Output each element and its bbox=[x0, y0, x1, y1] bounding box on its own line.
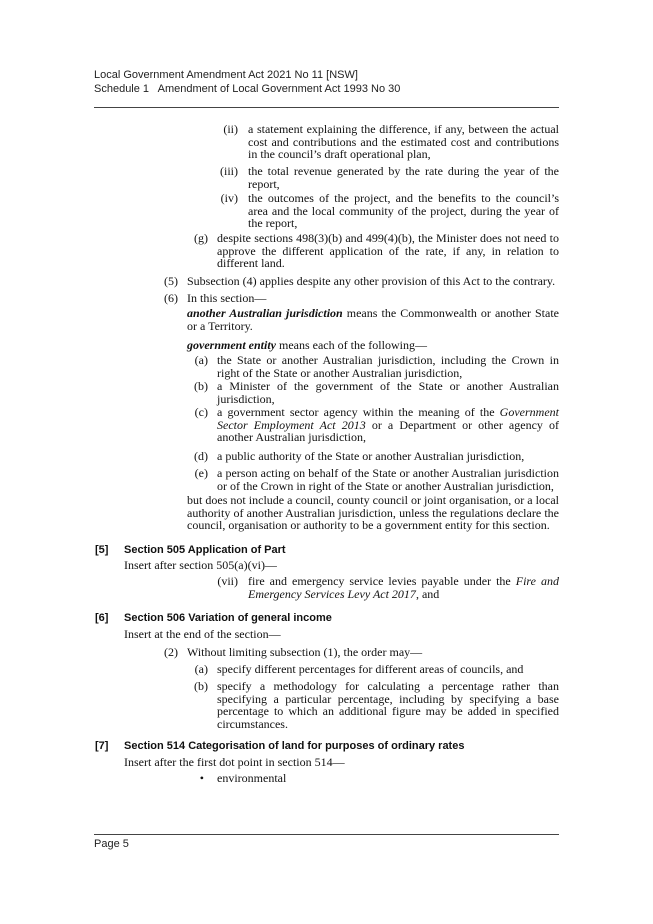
text-run: Insert after section 505(a)(vi)— bbox=[124, 558, 277, 572]
text-run: means each of the following— bbox=[276, 338, 427, 352]
text-run: Without limiting subsection (1), the order may— bbox=[187, 645, 423, 659]
text-run: specify a methodology for calculating a percentage rather than specifying a particular percentage, including by specifying a base percentage to which an additional figure may be added in specified circumstances. bbox=[217, 679, 559, 731]
provision-text bbox=[217, 450, 559, 463]
provision-text bbox=[187, 646, 559, 659]
provision-label: (2) bbox=[164, 645, 178, 659]
text-run: a public authority of the State or another Australian jurisdiction, bbox=[217, 449, 525, 463]
provision-label: (b) bbox=[194, 379, 208, 393]
heading-number: [5] bbox=[95, 544, 109, 556]
text-run: In this section— bbox=[187, 291, 267, 305]
provision-text bbox=[124, 756, 559, 769]
page-number: Page 5 bbox=[94, 838, 129, 850]
text-run: a person acting on behalf of the State or another Australian jurisdiction or of the Crown in right of the State or another Australian jurisdiction, bbox=[217, 466, 559, 493]
heading-title: Section 514 Categorisation of land for purposes of ordinary rates bbox=[124, 740, 465, 752]
text-run: or a Department or other agency of another Australian jurisdiction, bbox=[217, 417, 559, 445]
text-run: , and bbox=[415, 586, 440, 601]
provision-label: (g) bbox=[194, 231, 208, 245]
heading-number: [7] bbox=[95, 740, 109, 752]
provision-label: (a) bbox=[194, 662, 208, 676]
text-run: Insert after the first dot point in section 514— bbox=[124, 755, 345, 769]
provision-text bbox=[217, 406, 559, 444]
footer-rule bbox=[94, 834, 559, 835]
running-header-title: Local Government Amendment Act 2021 No 11 [NSW] bbox=[94, 69, 358, 81]
provision-label: (c) bbox=[194, 405, 208, 419]
provision-text bbox=[217, 380, 559, 405]
provision-text bbox=[124, 628, 559, 641]
text-run: a Minister of the government of the State or another Australian jurisdiction, bbox=[217, 379, 559, 406]
text-run: the outcomes of the project, and the benefits to the council’s area and the local community of the project, during the year of the report, bbox=[248, 191, 559, 231]
provision-label: (iii) bbox=[220, 164, 238, 178]
provision-text bbox=[217, 772, 559, 785]
act-title: Government Sector Employment Act 2013 bbox=[217, 405, 559, 432]
text-run: environmental bbox=[217, 771, 287, 785]
provision-text bbox=[187, 307, 559, 332]
provision-text bbox=[217, 354, 559, 379]
provision-text bbox=[248, 192, 559, 230]
provision-label: (e) bbox=[194, 466, 208, 480]
provision-label: (5) bbox=[164, 274, 178, 288]
provision-label: (a) bbox=[194, 353, 208, 367]
text-run: a statement explaining the difference, if any, between the actual cost and contributions and the estimated cost and contributions in the council’s draft operational plan, bbox=[248, 122, 559, 162]
text-run: despite sections 498(3)(b) and 499(4)(b), the Minister does not need to approve the different application of the rate, if any, in relation to different land. bbox=[217, 231, 559, 271]
act-title: Fire and Emergency Services Levy Act 2017 bbox=[248, 574, 559, 601]
text-run: but does not include a council, county council or joint organisation, or a local authority of another Australian jurisdiction, unless the regulations declare the council, organisation or authority to be a government entity for this section. bbox=[187, 493, 559, 533]
bullet-icon: • bbox=[199, 771, 204, 785]
text-run: the State or another Australian jurisdiction, including the Crown in right of the State or another Australian jurisdiction, bbox=[217, 353, 559, 380]
defined-term: government entity bbox=[187, 338, 276, 352]
provision-text bbox=[248, 123, 559, 161]
provision-text bbox=[187, 275, 559, 288]
defined-term: another Australian jurisdiction bbox=[187, 306, 343, 320]
heading-title: Section 505 Application of Part bbox=[124, 544, 286, 556]
header-rule bbox=[94, 107, 559, 108]
provision-label: (iv) bbox=[220, 191, 238, 205]
provision-text bbox=[217, 232, 559, 270]
text-run: a government sector agency within the meaning of the bbox=[217, 405, 500, 419]
provision-text bbox=[124, 559, 559, 572]
provision-text bbox=[187, 339, 559, 352]
text-run: Insert at the end of the section— bbox=[124, 627, 281, 641]
provision-text bbox=[248, 575, 559, 600]
provision-text bbox=[217, 467, 559, 492]
text-run: means the Commonwealth or another State or a Territory. bbox=[187, 306, 559, 333]
text-run: fire and emergency service levies payable under the bbox=[248, 574, 516, 588]
provision-text bbox=[187, 494, 559, 532]
provision-text bbox=[187, 292, 559, 305]
provision-text bbox=[217, 663, 559, 676]
text-run: the total revenue generated by the rate during the year of the report, bbox=[248, 164, 559, 191]
provision-text bbox=[248, 165, 559, 190]
running-header-schedule: Schedule 1 Amendment of Local Government Act 1993 No 30 bbox=[94, 83, 401, 95]
provision-label: (vii) bbox=[217, 574, 238, 588]
provision-text bbox=[217, 680, 559, 730]
provision-label: (ii) bbox=[223, 122, 238, 136]
provision-label: (d) bbox=[194, 449, 208, 463]
heading-number: [6] bbox=[95, 612, 109, 624]
text-run: specify different percentages for different areas of councils, and bbox=[217, 662, 524, 676]
heading-title: Section 506 Variation of general income bbox=[124, 612, 332, 624]
provision-label: (b) bbox=[194, 679, 208, 693]
provision-label: (6) bbox=[164, 291, 178, 305]
text-run: Subsection (4) applies despite any other provision of this Act to the contrary. bbox=[187, 274, 556, 288]
